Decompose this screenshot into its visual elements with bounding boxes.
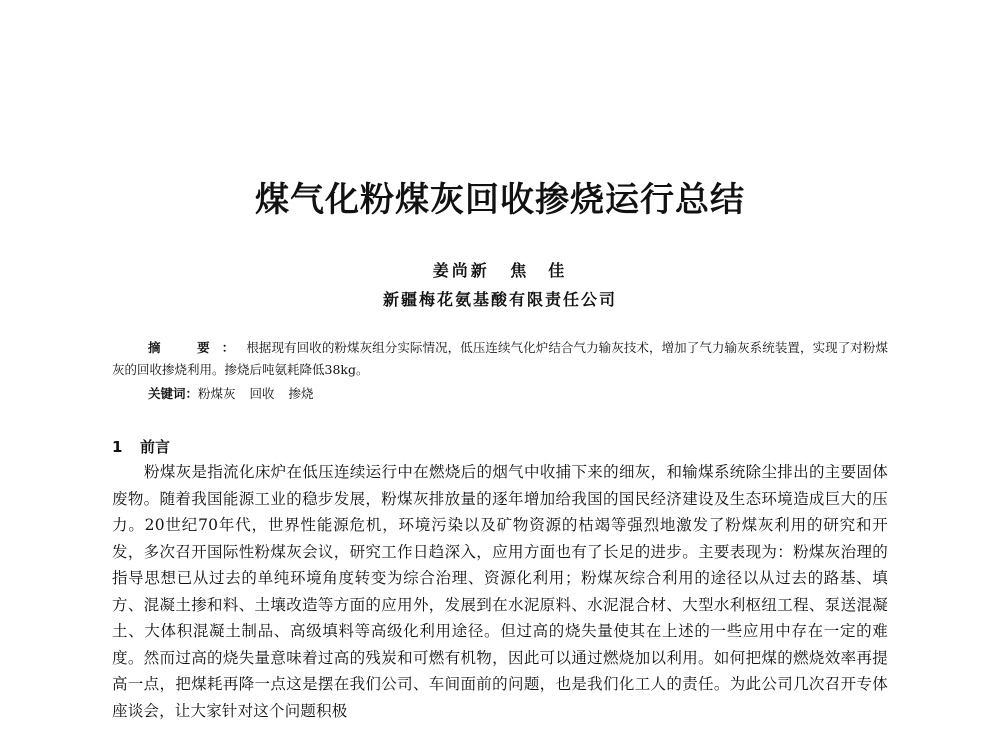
- keyword: 回收: [249, 386, 275, 401]
- keyword: 掺烧: [288, 386, 314, 401]
- section-number: 1: [112, 438, 123, 456]
- paper-title: 煤气化粉煤灰回收掺烧运行总结: [255, 180, 745, 220]
- abstract-text: 根据现有回收的粉煤灰组分实际情况，低压连续气化炉结合气力输灰技术，增加了气力输灰系统装置，实现了对粉煤灰的回收掺烧利用。掺烧后吨氨耗降低38kg。: [112, 340, 888, 377]
- author-name: 姜尚新: [432, 261, 490, 280]
- section-title: 前言: [140, 438, 171, 456]
- keywords: [148, 384, 328, 404]
- keyword: 粉煤灰: [198, 386, 236, 401]
- author-name: 焦 佳: [510, 261, 568, 280]
- section-heading: [112, 436, 170, 457]
- authors-line: [0, 258, 1000, 281]
- keywords-label: 关键词：: [148, 386, 199, 401]
- body-paragraph: 粉煤灰是指流化床炉在低压连续运行中在燃烧后的烟气中收捕下来的细灰，和输煤系统除尘排出的主要固体废物。随着我国能源工业的稳步发展，粉煤灰排放量的逐年增加给我国的国民经济建设及生态环境造成巨大的压力。20世纪70年代，世界性能源危机，环境污染以及矿物资源的枯竭等强烈地激发了粉煤灰利用的研究和开发，多次召开国际性粉煤灰会议，研究工作日趋深入，应用方面也有了长足的进步。主要表现为：粉煤灰治理的指导思想已从过去的单纯环境角度转变为综合治理、资源化利用；粉煤灰综合利用的途径以从过去的路基、填方、混凝土掺和料、土壤改造等方面的应用外，发展到在水泥原料、水泥混合材、大型水利枢纽工程、泵送混凝土、大体积混凝土制品、高级填料等高级化利用途径。但过高的烧失量使其在上述的一些应用中存在一定的难度。然而过高的烧失量意味着过高的残炭和可燃有机物，因此可以通过燃烧加以利用。如何把煤的燃烧效率再提高一点，把煤耗再降一点这是摆在我们公司、车间面前的问题，也是我们化工人的责任。为此公司几次召开专体座谈会，让大家针对这个问题积极: [112, 463, 888, 720]
- affiliation: 新疆梅花氨基酸有限责任公司: [382, 290, 617, 309]
- abstract-label: 摘 要：: [148, 340, 247, 355]
- abstract: [112, 337, 888, 381]
